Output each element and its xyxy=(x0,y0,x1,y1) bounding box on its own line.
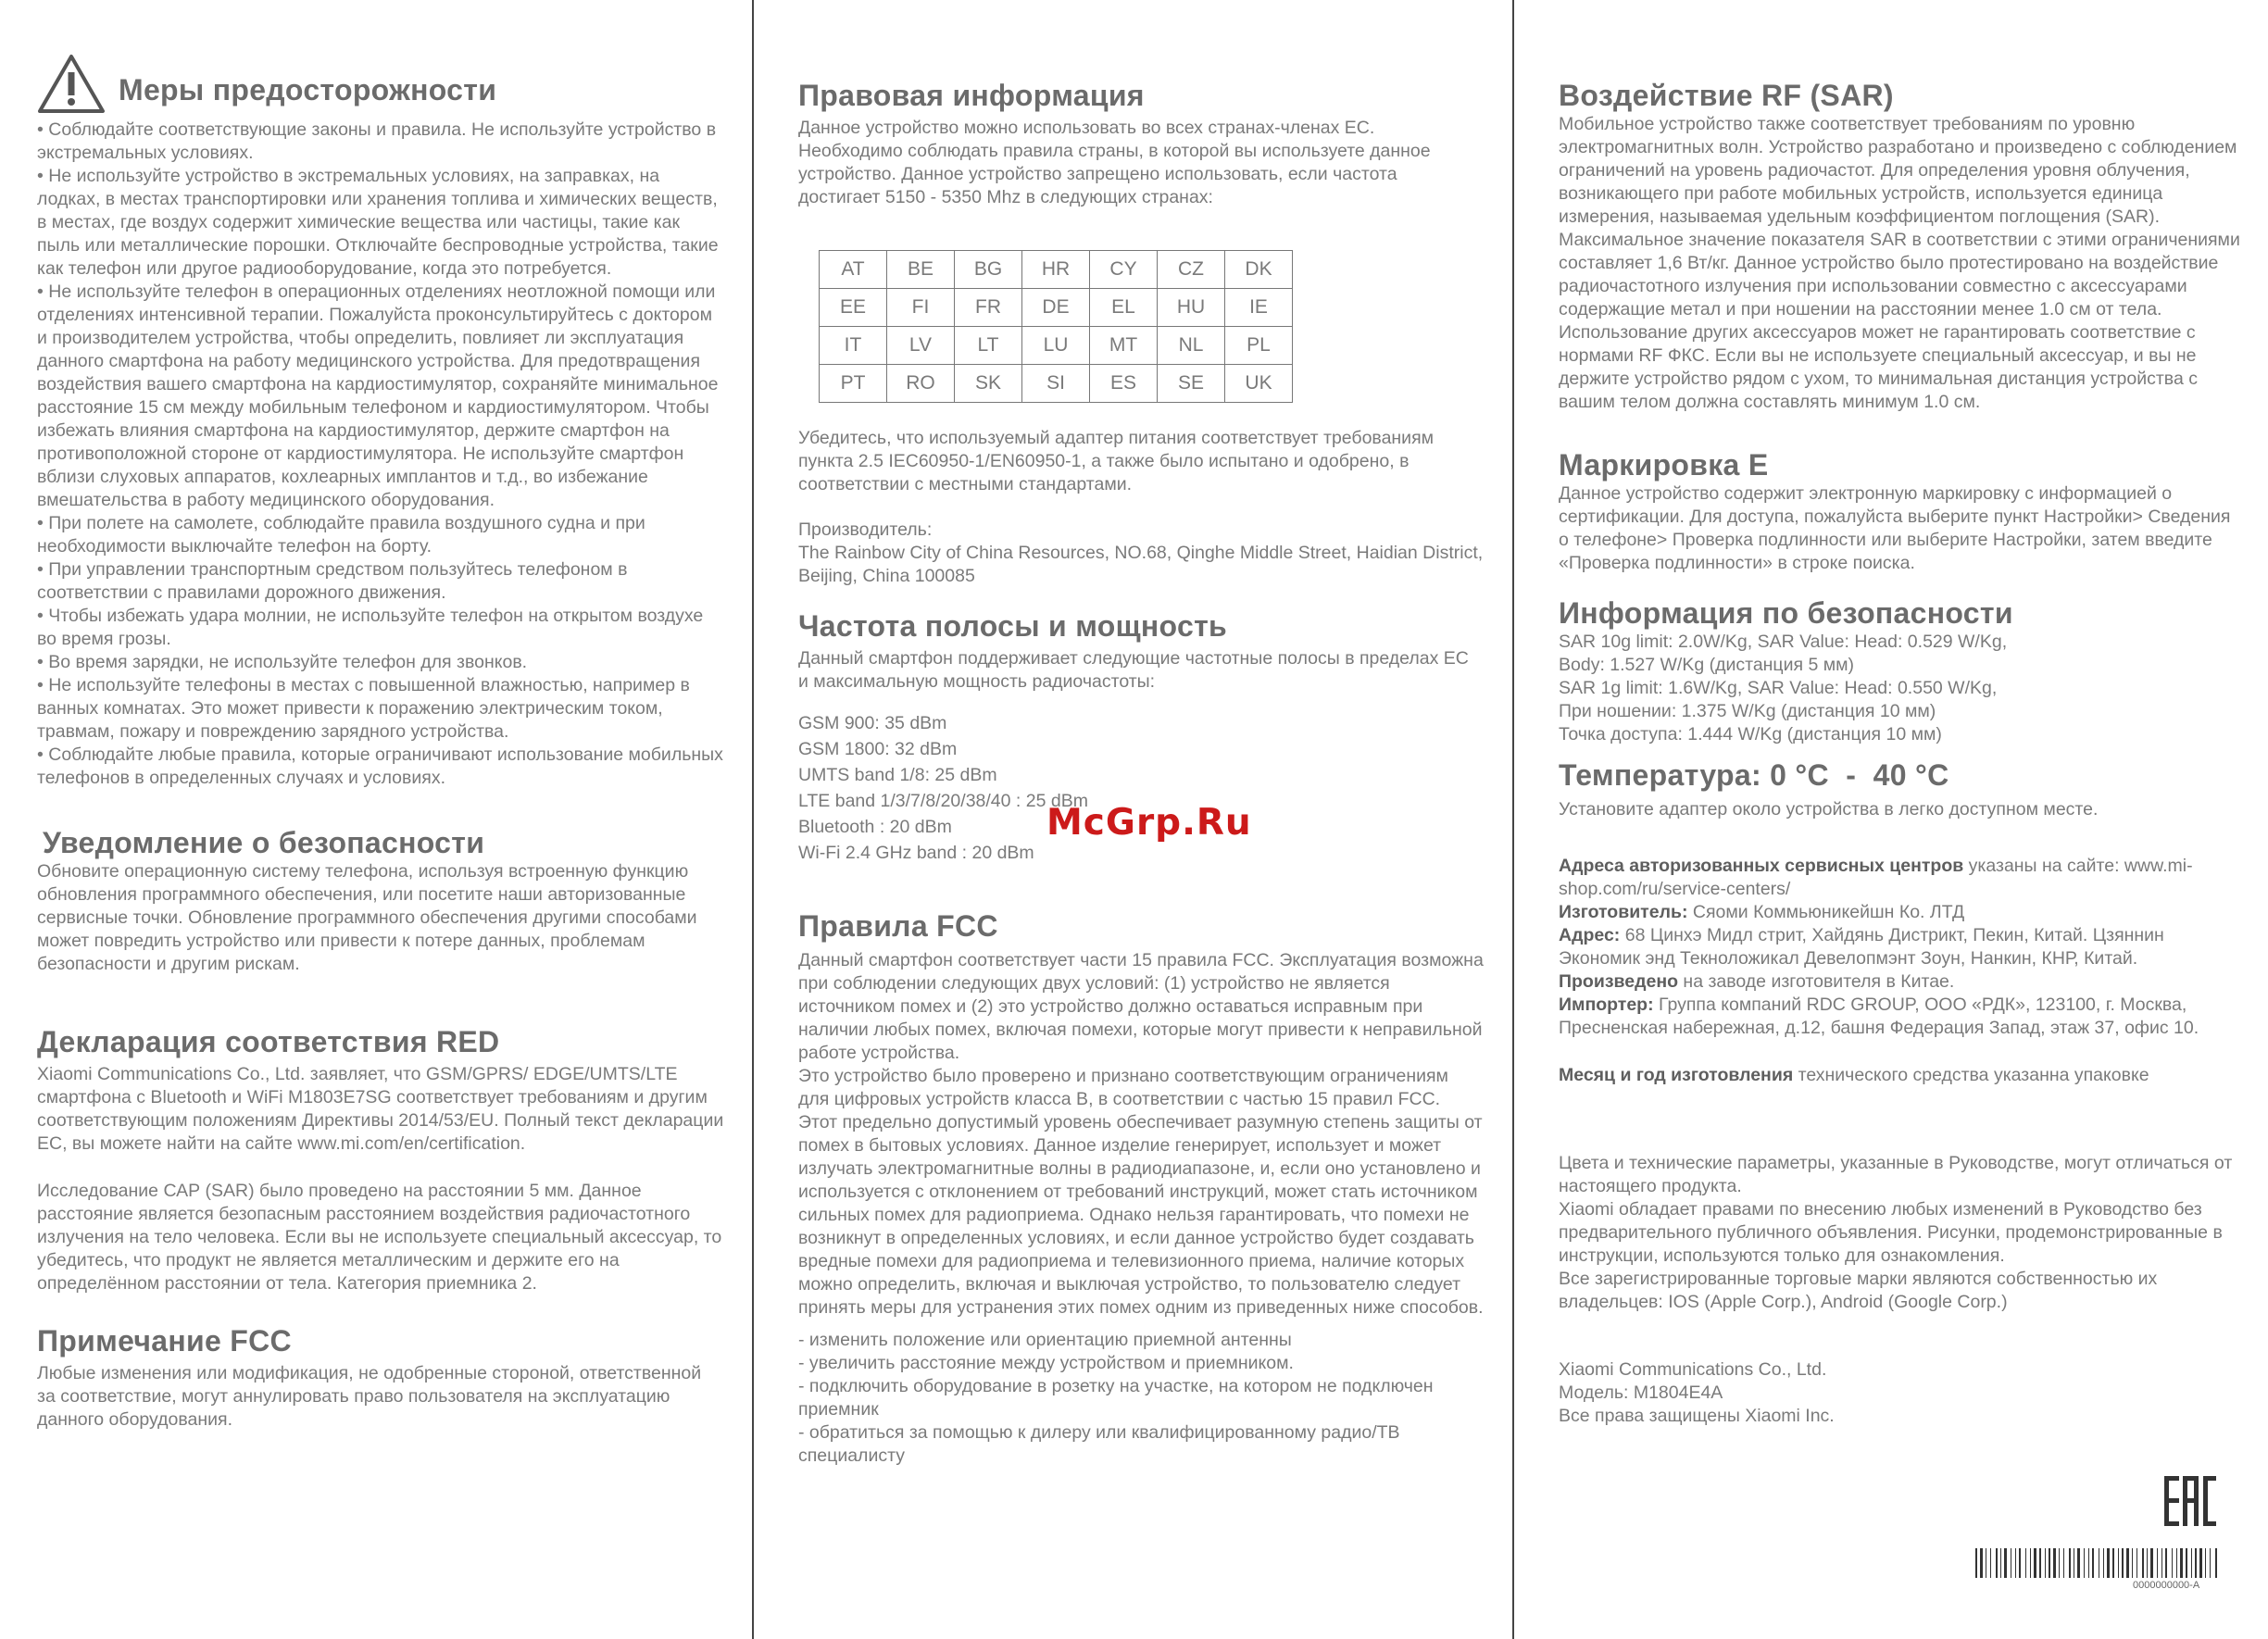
emark-text: Данное устройство содержит электронную маркировку с информацией о сертификации. Для доступа, пожалуйста выберите пункт Настройки> Сведения о телефоне> Проверка подлинности или выберите Настройки, затем введите «Проверка подлинности» в строке поиска. xyxy=(1559,483,2231,573)
legal-heading: Правовая информация xyxy=(798,79,1145,112)
frequency-text: Данный смартфон поддерживает следующие частотные полосы в пределах ЕС и максимальную мощность радиочастоты: xyxy=(798,648,1469,692)
maker-text: Сяоми Коммьюникейшн Ко. ЛТД xyxy=(1687,902,1965,922)
country-cell: MT xyxy=(1090,327,1158,365)
country-cell: EE xyxy=(820,289,887,327)
band-item: Wi-Fi 2.4 GHz band : 20 dBm xyxy=(798,843,1034,863)
precaution-item: • При управлении транспортным средством пользуйтесь телефоном в соответствии с правилами дорожного движения. xyxy=(37,559,628,603)
country-cell: CZ xyxy=(1158,251,1225,289)
warning-icon xyxy=(37,54,106,115)
country-cell: EL xyxy=(1090,289,1158,327)
red-declaration-text: Xiaomi Communications Co., Ltd. заявляет, что GSM/GPRS/ EDGE/UMTS/LTE смартфона с Bluetooth и WiFi M1803E7SG соответствует требованиям и другим соответствующим положениям Директивы 2014/53/EU. Полный текст декларации ЕС, вы можете найти на сайте www.mi.com/en/certification. xyxy=(37,1064,724,1154)
fcc-rules-heading: Правила FCC xyxy=(798,909,998,943)
fcc-note-text: Любые изменения или модификация, не одобренные стороной, ответственной за соответствие, могут аннулировать право пользователя на эксплуатацию данного оборудования. xyxy=(37,1363,702,1430)
country-cell: LV xyxy=(887,327,955,365)
safety-notice-heading: Уведомление о безопасности xyxy=(43,826,485,859)
rf-text: Мобильное устройство также соответствует требованиям по уровню электромагнитных волн. Устройство разработано и произведено с соблюдением ограничений на уровень радиочастот. Для определения уровня облучения, возникающего при работе мобильных устройств, используется единица измерения, называемая удельным коэффициентом поглощения (SAR). Максимальное значение показателя SAR в соответствии с этими ограничениями составляет 1,6 Вт/кг. Данное устройство было протестировано на воздействие радиочастотного излучения при использовании совместно с аксессуарами содержащие метал и при ношении на расстоянии менее 1.0 см от тела. Использование других аксессуаров может не гарантировать соответствие с нормами RF ФКС. Если вы не используете специальный аксессуар, и вы не держите устройство рядом с ухом, то минимальная дистанция устройства с вашим телом должна составлять минимум 1.0 см. xyxy=(1559,114,2240,412)
table-row xyxy=(820,365,1293,403)
precaution-item: • Соблюдайте соответствующие законы и правила. Не используйте устройство в экстремальных условиях. xyxy=(37,119,717,163)
band-item: UMTS band 1/8: 25 dBm xyxy=(798,765,997,785)
fcc-measure-item: - увеличить расстояние между устройством и приемником. xyxy=(798,1353,1294,1373)
frequency-heading: Частота полосы и мощность xyxy=(798,609,1228,643)
safety-notice-text: Обновите операционную систему телефона, используя встроенную функцию обновления программного обеспечения, или посетите наши авторизованные сервисные точки. Обновление программного обеспечения другими способами может повредить устройство или привести к потере данных, проблемам безопасности и другим рискам. xyxy=(37,861,697,974)
importer-text: Группа компаний RDC GROUP, ООО «РДК», 123100, г. Москва, Пресненская набережная, д.12, башня Федерация Запад, этаж 37, офис 10. xyxy=(1559,995,2199,1038)
band-item: GSM 1800: 32 dBm xyxy=(798,739,958,759)
precaution-item: • Чтобы избежать удара молнии, не используйте телефон на открытом воздухе во время грозы. xyxy=(37,606,704,649)
precautions-list xyxy=(37,119,724,790)
sar-line: При ношении: 1.375 W/Kg (дистанция 10 мм) xyxy=(1559,701,1936,721)
band-item: Bluetooth : 20 dBm xyxy=(798,817,952,837)
precaution-item: • Не используйте устройство в экстремальных условиях, на заправках, на лодках, в местах транспортировки или хранения топлива и химических веществ, в местах, где воздух содержит химические вещества или частицы, такие как пыль или металлические порошки. Отключайте беспроводные устройства, такие как телефон или другое радиооборудование, когда это потребуется. xyxy=(37,166,719,279)
country-cell: IT xyxy=(820,327,887,365)
sar-line: Точка доступа: 1.444 W/Kg (дистанция 10 мм) xyxy=(1559,724,1942,744)
manufacture-date-label: Месяц и год изготовления xyxy=(1559,1065,1794,1085)
country-cell: ES xyxy=(1090,365,1158,403)
manufacturer-label: Производитель: xyxy=(798,519,933,540)
country-cell: LU xyxy=(1022,327,1090,365)
fcc-measure-item: - изменить положение или ориентацию приемной антенны xyxy=(798,1330,1292,1350)
service-centers-text: указаны на сайте: www.mi-shop.com/ru/service-centers/ xyxy=(1559,856,2193,899)
country-cell: AT xyxy=(820,251,887,289)
country-cell: FI xyxy=(887,289,955,327)
rf-heading: Воздействие RF (SAR) xyxy=(1559,79,1894,112)
sar-line: SAR 10g limit: 2.0W/Kg, SAR Value: Head: 0.529 W/Kg, xyxy=(1559,632,2008,652)
column-middle xyxy=(798,54,1484,1468)
country-cell: DK xyxy=(1225,251,1293,289)
barcode-number: 0000000000-A xyxy=(2133,1580,2200,1591)
precaution-item: • Не используйте телефон в операционных отделениях неотложной помощи или отделениях интенсивной терапии. Пожалуйста проконсультируйтесь с доктором и производителем устройства, чтобы определить, повлияет ли эксплуатация данного смартфона на работу медицинского устройства. Для предотвращения воздействия вашего смартфона на кардиостимулятор, сохраняйте минимальное расстояние 15 см между мобильным телефоном и кардиостимулятором. Чтобы избежать влияния смартфона на кардиостимулятор, держите смартфон на противоположной стороне от кардиостимулятора. Не используйте смартфон вблизи слуховых аппаратов, кохлеарных имплантов и т.д., во избежание вмешательства в работу медицинского оборудования. xyxy=(37,282,719,510)
emark-heading: Маркировка E xyxy=(1559,448,1769,482)
importer-label: Импортер: xyxy=(1559,995,1654,1015)
legal-text: Данное устройство можно использовать во всех странах-членах ЕС. Необходимо соблюдать правила страны, в которой вы используете данное устройство. Данное устройство запрещено использовать, если частота достигает 5150 - 5350 Mhz в следующих странах: xyxy=(798,118,1431,207)
footer-company: Xiaomi Communications Co., Ltd. xyxy=(1559,1359,1827,1380)
country-cell: PL xyxy=(1225,327,1293,365)
band-item: GSM 900: 35 dBm xyxy=(798,713,947,733)
temperature-text: Установите адаптер около устройства в легко доступном месте. xyxy=(1559,799,2099,820)
safety-info-heading: Информация по безопасности xyxy=(1559,596,2013,630)
footer-model: Модель: M1804E4A xyxy=(1559,1383,1723,1403)
fcc-rules-text: Данный смартфон соответствует части 15 правила FCC. Эксплуатация возможна при соблюдении следующих двух условий: (1) устройство не является источником помех и (2) это устройство должно оставаться исправным при наличии любых помех, включая помехи, которые могут привести к неправильной работе устройства. Это устройство было проверено и признано соответствующим ограничениям для цифровых устройств класса B, в соответствии с частью 15 правил FCC. Этот предельно допустимый уровень обеспечивает разумную степень защиты от помех в бытовых условиях. Данное изделие генерирует, использует и может излучать электромагнитные волны в радиодиапазоне, и, если оно установлено и используется с отклонением от требований инструкций, может стать источником сильных помех для радиоприема. Однако нельзя гарантировать, что помехи не возникнут в определенных условиях, и если данное устройство будет создавать вредные помехи для радиоприема и телевизионного приема, наличие которых можно определить, включая и выключая устройство, то пользователю следует принять меры для устранения этих помех одним из приведенных ниже способов. xyxy=(798,950,1484,1318)
sar-line: Body: 1.527 W/Kg (дистанция 5 мм) xyxy=(1559,655,1855,675)
country-cell: PT xyxy=(820,365,887,403)
disclaimer-text: Цвета и технические параметры, указанные в Руководстве, могут отличаться от настоящего продукта. Xiaomi обладает правами по внесению любых изменений в Руководство без предварительного публичного объявления. Рисунки, продемонстрированные в инструкции, используются только для ознакомления. Все зарегистрированные торговые марки являются собственностью их владельцев: IOS (Apple Corp.), Android (Google Corp.) xyxy=(1559,1153,2233,1312)
precaution-item: • Во время зарядки, не используйте телефон для звонков. xyxy=(37,652,528,672)
maker-label: Изготовитель: xyxy=(1559,902,1688,922)
produced-label: Произведено xyxy=(1559,971,1679,992)
fcc-note-heading: Примечание FCC xyxy=(37,1324,292,1357)
sar-distance-text: Исследование САР (SAR) было проведено на расстоянии 5 мм. Данное расстояние является безопасным расстоянием воздействия радиочастотного излучения на тело человека. Если вы не используете специальный аксессуар, то убедитесь, что продукт не является металлическим и держите его на определённом расстоянии от тела. Категория приемника 2. xyxy=(37,1181,722,1294)
fcc-measure-item: - подключить оборудование в розетку на участке, на котором не подключен приемник xyxy=(798,1376,1434,1420)
country-cell: HR xyxy=(1022,251,1090,289)
country-cell: FR xyxy=(955,289,1022,327)
country-cell: NL xyxy=(1158,327,1225,365)
red-declaration-heading: Декларация соответствия RED xyxy=(37,1025,500,1058)
eac-mark-icon xyxy=(2162,1474,2218,1533)
footer xyxy=(1559,1358,2244,1428)
table-row xyxy=(820,251,1293,289)
manufacture-date-text: технического средства указанна упаковке xyxy=(1793,1065,2149,1085)
fcc-measure-item: - обратиться за помощью к дилеру или квалифицированному радио/ТВ специалисту xyxy=(798,1422,1400,1466)
sar-values xyxy=(1559,631,2244,746)
precautions-header xyxy=(37,54,724,115)
address-text: 68 Цинхэ Мидл стрит, Хайдянь Дистрикт, Пекин, Китай. Цзяннин Экономик энд Текноложикал Девелопмэнт Зоун, Нанкин, КНР, Китай. xyxy=(1559,925,2164,969)
adapter-text: Убедитесь, что используемый адаптер питания соответствует требованиям пункта 2.5 IEC60950-1/EN60950-1, а также было испытано и одобрено, в соответствии с местными стандартами. xyxy=(798,428,1435,494)
service-info xyxy=(1559,855,2244,1087)
country-cell: SE xyxy=(1158,365,1225,403)
country-cell: UK xyxy=(1225,365,1293,403)
country-cell: RO xyxy=(887,365,955,403)
country-cell: LT xyxy=(955,327,1022,365)
column-divider xyxy=(1512,0,1514,1639)
country-cell: IE xyxy=(1225,289,1293,327)
precautions-heading: Меры предосторожности xyxy=(119,73,497,106)
service-centers-label: Адреса авторизованных сервисных центров xyxy=(1559,856,1964,876)
country-cell: DE xyxy=(1022,289,1090,327)
country-cell: CY xyxy=(1090,251,1158,289)
table-row xyxy=(820,327,1293,365)
fcc-measures-list xyxy=(798,1329,1484,1468)
precaution-item: • Не используйте телефоны в местах с повышенной влажностью, например в ванных комнатах. Это может привести к поражению электрическим током, травмам, пожару и повреждению зарядного устройства. xyxy=(37,675,690,742)
band-item: LTE band 1/3/7/8/20/38/40 : 25 dBm xyxy=(798,791,1088,811)
temperature-heading: Температура: 0 °C - 40 °C xyxy=(1559,758,1949,792)
country-cell: SI xyxy=(1022,365,1090,403)
footer-rights: Все права защищены Xiaomi Inc. xyxy=(1559,1406,1835,1426)
country-cell: BE xyxy=(887,251,955,289)
sar-line: SAR 1g limit: 1.6W/Kg, SAR Value: Head: 0.550 W/Kg, xyxy=(1559,678,1998,698)
precaution-item: • Соблюдайте любые правила, которые ограничивают использование мобильных телефонов в определенных случаях и условиях. xyxy=(37,744,723,788)
watermark: McGrp.Ru xyxy=(1046,802,1252,844)
column-right xyxy=(1559,54,2244,1428)
country-cell: SK xyxy=(955,365,1022,403)
country-cell: HU xyxy=(1158,289,1225,327)
country-table xyxy=(819,250,1293,403)
precaution-item: • При полете на самолете, соблюдайте правила воздушного судна и при необходимости выключайте телефон на борту. xyxy=(37,513,645,557)
column-divider xyxy=(752,0,754,1639)
column-left xyxy=(37,54,724,1432)
barcode-icon xyxy=(1975,1548,2220,1578)
manufacturer-address: The Rainbow City of China Resources, NO.68, Qinghe Middle Street, Haidian District, Beijing, China 100085 xyxy=(798,543,1484,586)
address-label: Адрес: xyxy=(1559,925,1621,945)
country-cell: BG xyxy=(955,251,1022,289)
produced-text: на заводе изготовителя в Китае. xyxy=(1678,971,1955,992)
table-row xyxy=(820,289,1293,327)
